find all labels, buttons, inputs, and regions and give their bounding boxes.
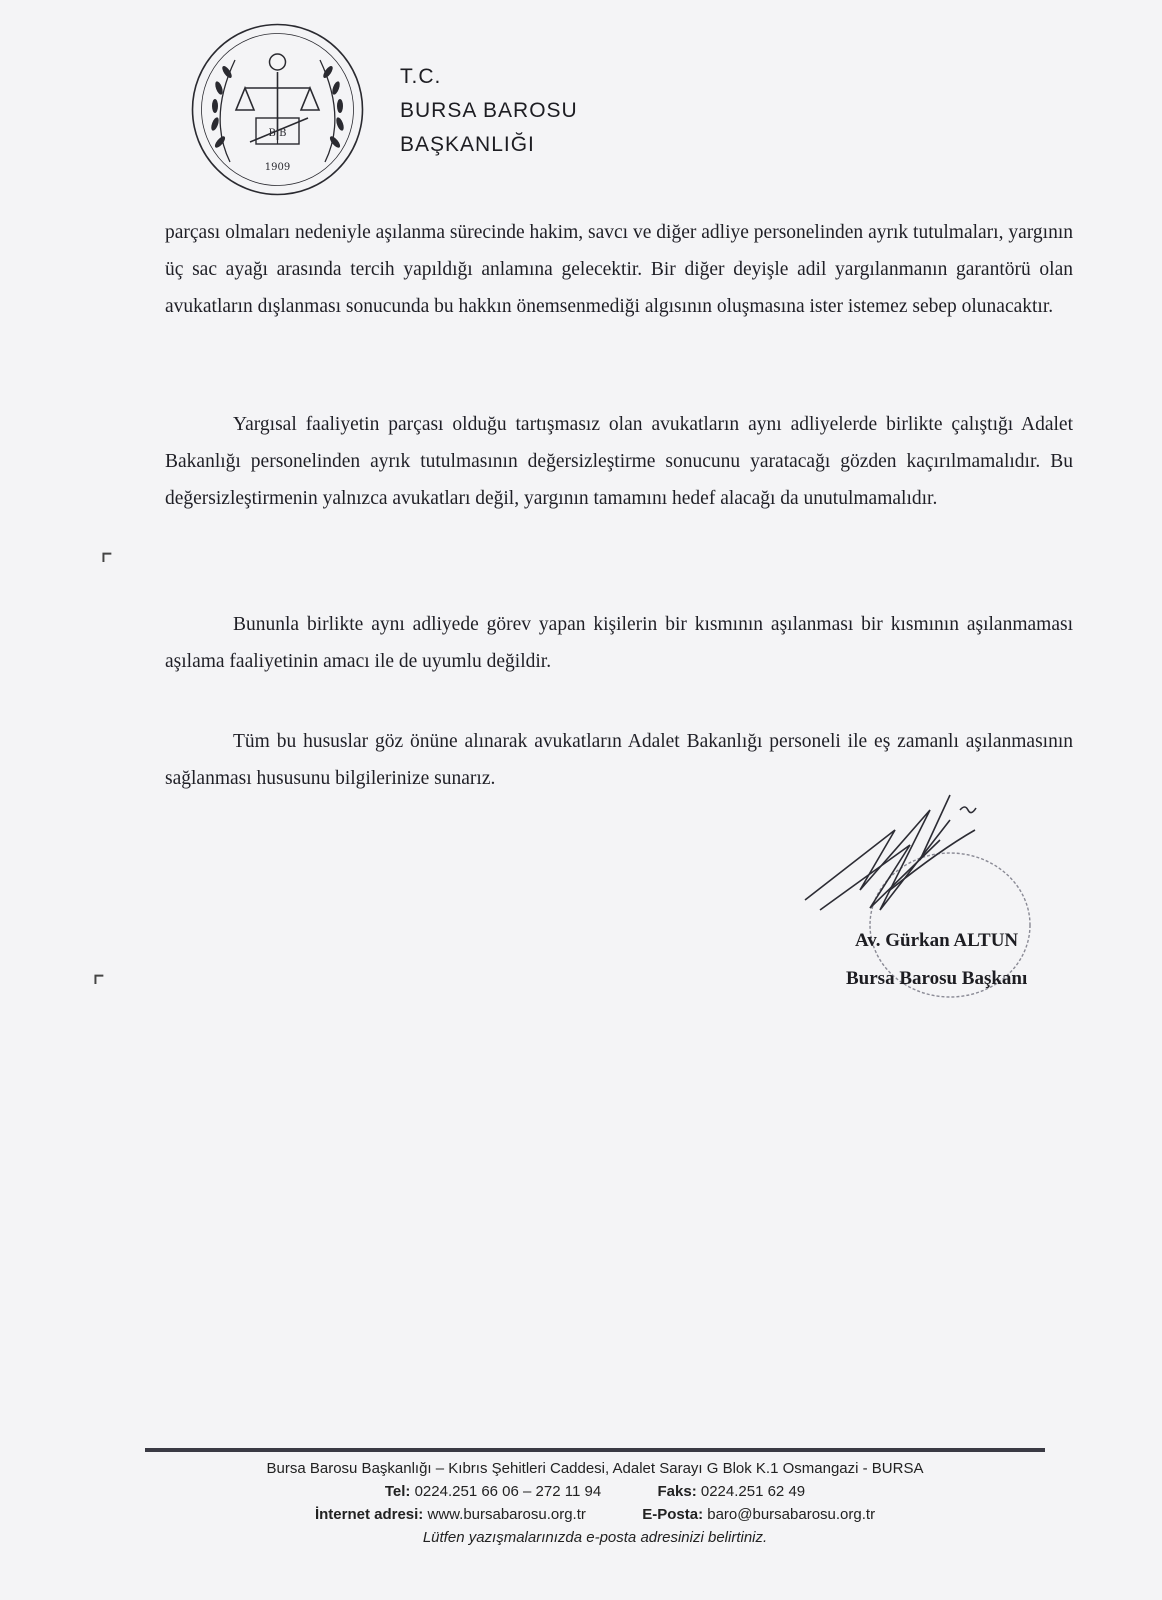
footer-address: Bursa Barosu Başkanlığı – Kıbrıs Şehitleri Caddesi, Adalet Sarayı G Blok K.1 Osmangazi - BURSA	[266, 1460, 924, 1477]
footer-note: Lütfen yazışmalarınızda e-posta adresinizi belirtiniz.	[422, 1529, 768, 1546]
body-paragraph-1: parçası olmaları nedeniyle aşılanma sürecinde hakim, savcı ve diğer adliye personelinden ayrık tutulmaları, yargının üç sac ayağı arasında tercih yapıldığı anlamına gelecektir. Bir diğer deyişle adil yargılanmanın garantörü olan avukatların dışlanması sonucunda bu hakkın önemsenmediği algısının oluşmasına ister istemez sebep olunacaktır.	[165, 222, 1073, 317]
email-label: E-Posta:	[642, 1506, 704, 1523]
tel-label: Tel:	[384, 1483, 411, 1500]
scan-mark: ⌜	[92, 970, 106, 1003]
organization-header	[400, 60, 578, 162]
body-paragraph-4: Tüm bu hususlar göz önüne alınarak avukatların Adalet Bakanlığı personeli ile eş zamanlı aşılanmasının sağlanması hususunu bilgilerinize sunarız.	[165, 731, 1073, 789]
bar-association-seal-logo	[190, 22, 365, 197]
signer-title: Bursa Barosu Başkanı	[846, 968, 1028, 989]
body-paragraph-2: Yargısal faaliyetin parçası olduğu tartışmasız olan avukatların aynı adliyelerde birlikte çalıştığı Adalet Bakanlığı personelinden ayrık tutulmasının değersizleştirme sonucunu yaratacağı gözden kaçırılmamalıdır. Bu değersizleştirmenin yalnızca avukatları değil, yargının tamamını hedef alacağı da unutulmamalıdır.	[165, 414, 1073, 509]
signer-name: Av. Gürkan ALTUN	[855, 930, 1019, 951]
seal-year: 1909	[264, 162, 291, 173]
header-line-bursa-barosu: BURSA BAROSU	[400, 99, 578, 122]
footer-phone-fax-row	[145, 1480, 1045, 1503]
seal-letters: B B	[268, 128, 287, 139]
header-line-baskanligi: BAŞKANLIĞI	[400, 133, 535, 156]
footer-web-email-row	[145, 1503, 1045, 1526]
web-value: www.bursabarosu.org.tr	[427, 1506, 586, 1523]
footer-divider	[145, 1448, 1045, 1452]
body-paragraph-3: Bununla birlikte aynı adliyede görev yapan kişilerin bir kısmının aşılanması bir kısmının aşılanmaması aşılama faaliyetinin amacı ile de uyumlu değildir.	[165, 614, 1073, 672]
letterhead-footer	[145, 1457, 1045, 1549]
scan-mark: ⌜	[100, 548, 114, 581]
tel-value: 0224.251 66 06 – 272 11 94	[414, 1483, 602, 1500]
web-label: İnternet adresi:	[314, 1506, 424, 1523]
header-line-tc: T.C.	[400, 65, 442, 88]
fax-value: 0224.251 62 49	[700, 1483, 806, 1500]
email-value: baro@bursabarosu.org.tr	[707, 1506, 876, 1523]
fax-label: Faks:	[657, 1483, 697, 1500]
